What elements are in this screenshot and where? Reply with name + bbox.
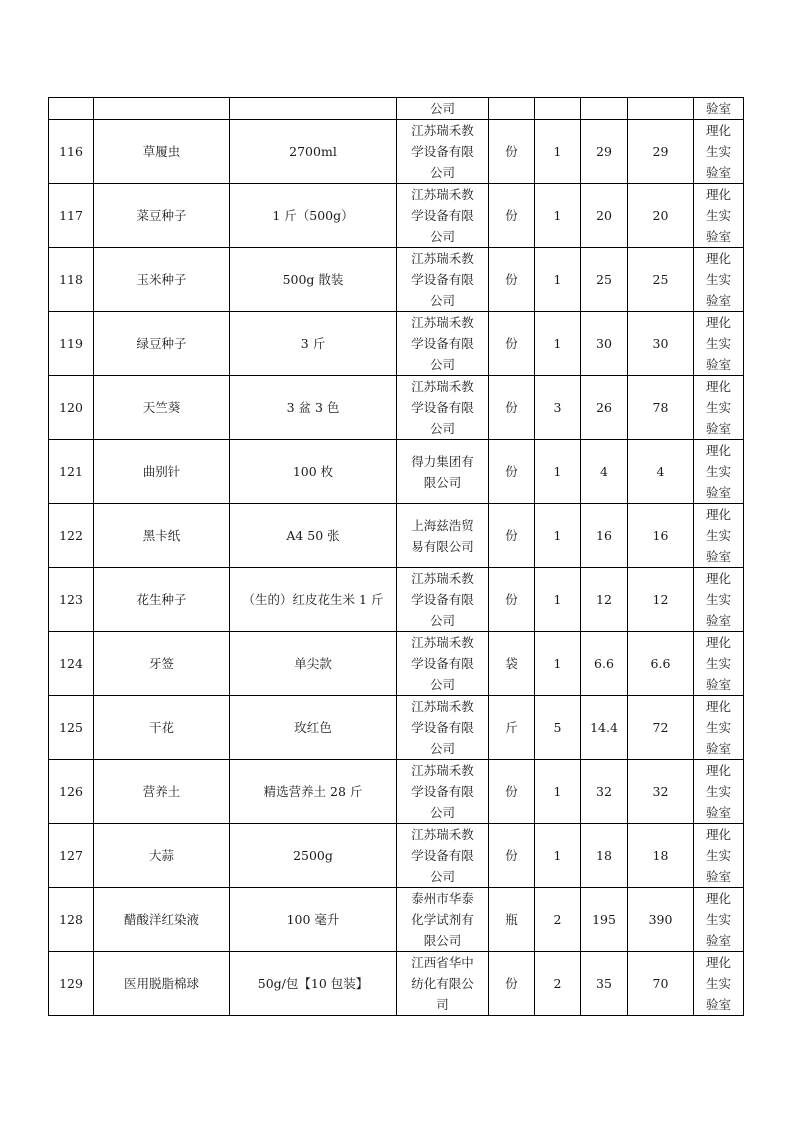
- item-total: 4: [628, 440, 694, 504]
- item-number: 128: [49, 888, 94, 952]
- item-number: 117: [49, 184, 94, 248]
- item-spec: 精选营养土 28 斤: [230, 760, 397, 824]
- item-total: 25: [628, 248, 694, 312]
- item-location: 理化 生实 验室: [694, 568, 744, 632]
- item-spec: 3 斤: [230, 312, 397, 376]
- table-row: [49, 504, 744, 568]
- item-number: 129: [49, 952, 94, 1016]
- item-number: 123: [49, 568, 94, 632]
- item-supplier: 上海兹浩贸 易有限公司: [397, 504, 489, 568]
- item-spec: [230, 98, 397, 120]
- table-row: [49, 184, 744, 248]
- item-number: 125: [49, 696, 94, 760]
- table-row: [49, 376, 744, 440]
- item-quantity: 2: [535, 952, 581, 1016]
- item-total: 20: [628, 184, 694, 248]
- item-location: 理化 生实 验室: [694, 120, 744, 184]
- item-unit: [489, 98, 535, 120]
- table-row: [49, 632, 744, 696]
- item-spec: 2700ml: [230, 120, 397, 184]
- item-unit-price: 195: [581, 888, 628, 952]
- item-name: 草履虫: [94, 120, 230, 184]
- item-spec: 1 斤（500g）: [230, 184, 397, 248]
- table-row: [49, 824, 744, 888]
- item-unit: 斤: [489, 696, 535, 760]
- item-quantity: [535, 98, 581, 120]
- item-name: 牙签: [94, 632, 230, 696]
- item-unit-price: 16: [581, 504, 628, 568]
- table-row: [49, 248, 744, 312]
- item-name: 营养土: [94, 760, 230, 824]
- item-quantity: 1: [535, 248, 581, 312]
- item-unit-price: 25: [581, 248, 628, 312]
- item-unit: 份: [489, 312, 535, 376]
- item-unit: 份: [489, 440, 535, 504]
- item-unit: 份: [489, 504, 535, 568]
- item-unit-price: 6.6: [581, 632, 628, 696]
- item-total: 12: [628, 568, 694, 632]
- item-number: [49, 98, 94, 120]
- item-number: 119: [49, 312, 94, 376]
- item-location: 理化 生实 验室: [694, 888, 744, 952]
- item-supplier: 江苏瑞禾教 学设备有限 公司: [397, 376, 489, 440]
- item-location: 理化 生实 验室: [694, 632, 744, 696]
- item-name: 黑卡纸: [94, 504, 230, 568]
- item-quantity: 1: [535, 568, 581, 632]
- table-row: [49, 760, 744, 824]
- item-quantity: 1: [535, 760, 581, 824]
- item-name: 醋酸洋红染液: [94, 888, 230, 952]
- item-total: 390: [628, 888, 694, 952]
- item-spec: 2500g: [230, 824, 397, 888]
- item-total: 78: [628, 376, 694, 440]
- item-location: 理化 生实 验室: [694, 312, 744, 376]
- table-body: [49, 98, 744, 1016]
- item-total: 72: [628, 696, 694, 760]
- item-name: 大蒜: [94, 824, 230, 888]
- item-quantity: 1: [535, 440, 581, 504]
- item-quantity: 1: [535, 120, 581, 184]
- item-number: 118: [49, 248, 94, 312]
- item-name: 玉米种子: [94, 248, 230, 312]
- item-name: [94, 98, 230, 120]
- item-unit-price: 29: [581, 120, 628, 184]
- item-total: 70: [628, 952, 694, 1016]
- item-name: 花生种子: [94, 568, 230, 632]
- item-supplier: 江苏瑞禾教 学设备有限 公司: [397, 568, 489, 632]
- item-location: 理化 生实 验室: [694, 376, 744, 440]
- item-supplier: 江苏瑞禾教 学设备有限 公司: [397, 312, 489, 376]
- item-total: 32: [628, 760, 694, 824]
- item-unit-price: 18: [581, 824, 628, 888]
- item-supplier: 得力集团有 限公司: [397, 440, 489, 504]
- item-spec: 500g 散装: [230, 248, 397, 312]
- item-spec: A4 50 张: [230, 504, 397, 568]
- table-row: [49, 696, 744, 760]
- item-location: 理化 生实 验室: [694, 824, 744, 888]
- item-total: 18: [628, 824, 694, 888]
- item-number: 121: [49, 440, 94, 504]
- table-row: [49, 312, 744, 376]
- item-location: 理化 生实 验室: [694, 184, 744, 248]
- item-number: 120: [49, 376, 94, 440]
- item-number: 126: [49, 760, 94, 824]
- item-unit: 份: [489, 568, 535, 632]
- item-location: 理化 生实 验室: [694, 952, 744, 1016]
- item-name: 绿豆种子: [94, 312, 230, 376]
- item-location: 理化 生实 验室: [694, 248, 744, 312]
- equipment-table: [48, 97, 744, 1016]
- item-unit-price: 20: [581, 184, 628, 248]
- item-spec: （生的）红皮花生米 1 斤: [230, 568, 397, 632]
- item-unit-price: 35: [581, 952, 628, 1016]
- item-total: 6.6: [628, 632, 694, 696]
- item-unit-price: 32: [581, 760, 628, 824]
- item-total: 16: [628, 504, 694, 568]
- item-quantity: 1: [535, 184, 581, 248]
- item-unit-price: 12: [581, 568, 628, 632]
- item-unit-price: 4: [581, 440, 628, 504]
- item-number: 127: [49, 824, 94, 888]
- item-quantity: 1: [535, 312, 581, 376]
- item-name: 天竺葵: [94, 376, 230, 440]
- item-unit: 份: [489, 760, 535, 824]
- item-unit: 份: [489, 120, 535, 184]
- item-supplier: 江苏瑞禾教 学设备有限 公司: [397, 184, 489, 248]
- item-supplier: 泰州市华泰 化学试剂有 限公司: [397, 888, 489, 952]
- table-row: [49, 952, 744, 1016]
- item-quantity: 5: [535, 696, 581, 760]
- item-quantity: 3: [535, 376, 581, 440]
- table-row: [49, 120, 744, 184]
- item-quantity: 1: [535, 504, 581, 568]
- item-location: 理化 生实 验室: [694, 696, 744, 760]
- item-quantity: 1: [535, 632, 581, 696]
- item-location: 理化 生实 验室: [694, 504, 744, 568]
- item-supplier: 江西省华中 纺化有限公 司: [397, 952, 489, 1016]
- item-supplier: 江苏瑞禾教 学设备有限 公司: [397, 760, 489, 824]
- item-unit: 份: [489, 184, 535, 248]
- table-row: [49, 98, 744, 120]
- item-spec: 100 毫升: [230, 888, 397, 952]
- item-unit-price: [581, 98, 628, 120]
- item-supplier: 江苏瑞禾教 学设备有限 公司: [397, 696, 489, 760]
- item-name: 曲别针: [94, 440, 230, 504]
- item-unit: 袋: [489, 632, 535, 696]
- item-spec: 玫红色: [230, 696, 397, 760]
- table-row: [49, 440, 744, 504]
- item-location: 验室: [694, 98, 744, 120]
- item-name: 菜豆种子: [94, 184, 230, 248]
- item-unit: 份: [489, 952, 535, 1016]
- item-spec: 3 盆 3 色: [230, 376, 397, 440]
- item-unit: 份: [489, 248, 535, 312]
- item-total: 29: [628, 120, 694, 184]
- item-quantity: 1: [535, 824, 581, 888]
- item-supplier: 江苏瑞禾教 学设备有限 公司: [397, 120, 489, 184]
- item-unit: 瓶: [489, 888, 535, 952]
- item-total: 30: [628, 312, 694, 376]
- item-location: 理化 生实 验室: [694, 760, 744, 824]
- item-number: 116: [49, 120, 94, 184]
- item-quantity: 2: [535, 888, 581, 952]
- item-unit: 份: [489, 376, 535, 440]
- item-number: 122: [49, 504, 94, 568]
- item-spec: 50g/包【10 包装】: [230, 952, 397, 1016]
- item-name: 医用脱脂棉球: [94, 952, 230, 1016]
- item-supplier: 江苏瑞禾教 学设备有限 公司: [397, 824, 489, 888]
- item-spec: 单尖款: [230, 632, 397, 696]
- item-unit: 份: [489, 824, 535, 888]
- item-unit-price: 14.4: [581, 696, 628, 760]
- item-unit-price: 30: [581, 312, 628, 376]
- item-supplier: 江苏瑞禾教 学设备有限 公司: [397, 248, 489, 312]
- table-row: [49, 888, 744, 952]
- item-spec: 100 枚: [230, 440, 397, 504]
- item-supplier: 公司: [397, 98, 489, 120]
- item-unit-price: 26: [581, 376, 628, 440]
- table-row: [49, 568, 744, 632]
- item-number: 124: [49, 632, 94, 696]
- item-location: 理化 生实 验室: [694, 440, 744, 504]
- item-supplier: 江苏瑞禾教 学设备有限 公司: [397, 632, 489, 696]
- item-total: [628, 98, 694, 120]
- item-name: 干花: [94, 696, 230, 760]
